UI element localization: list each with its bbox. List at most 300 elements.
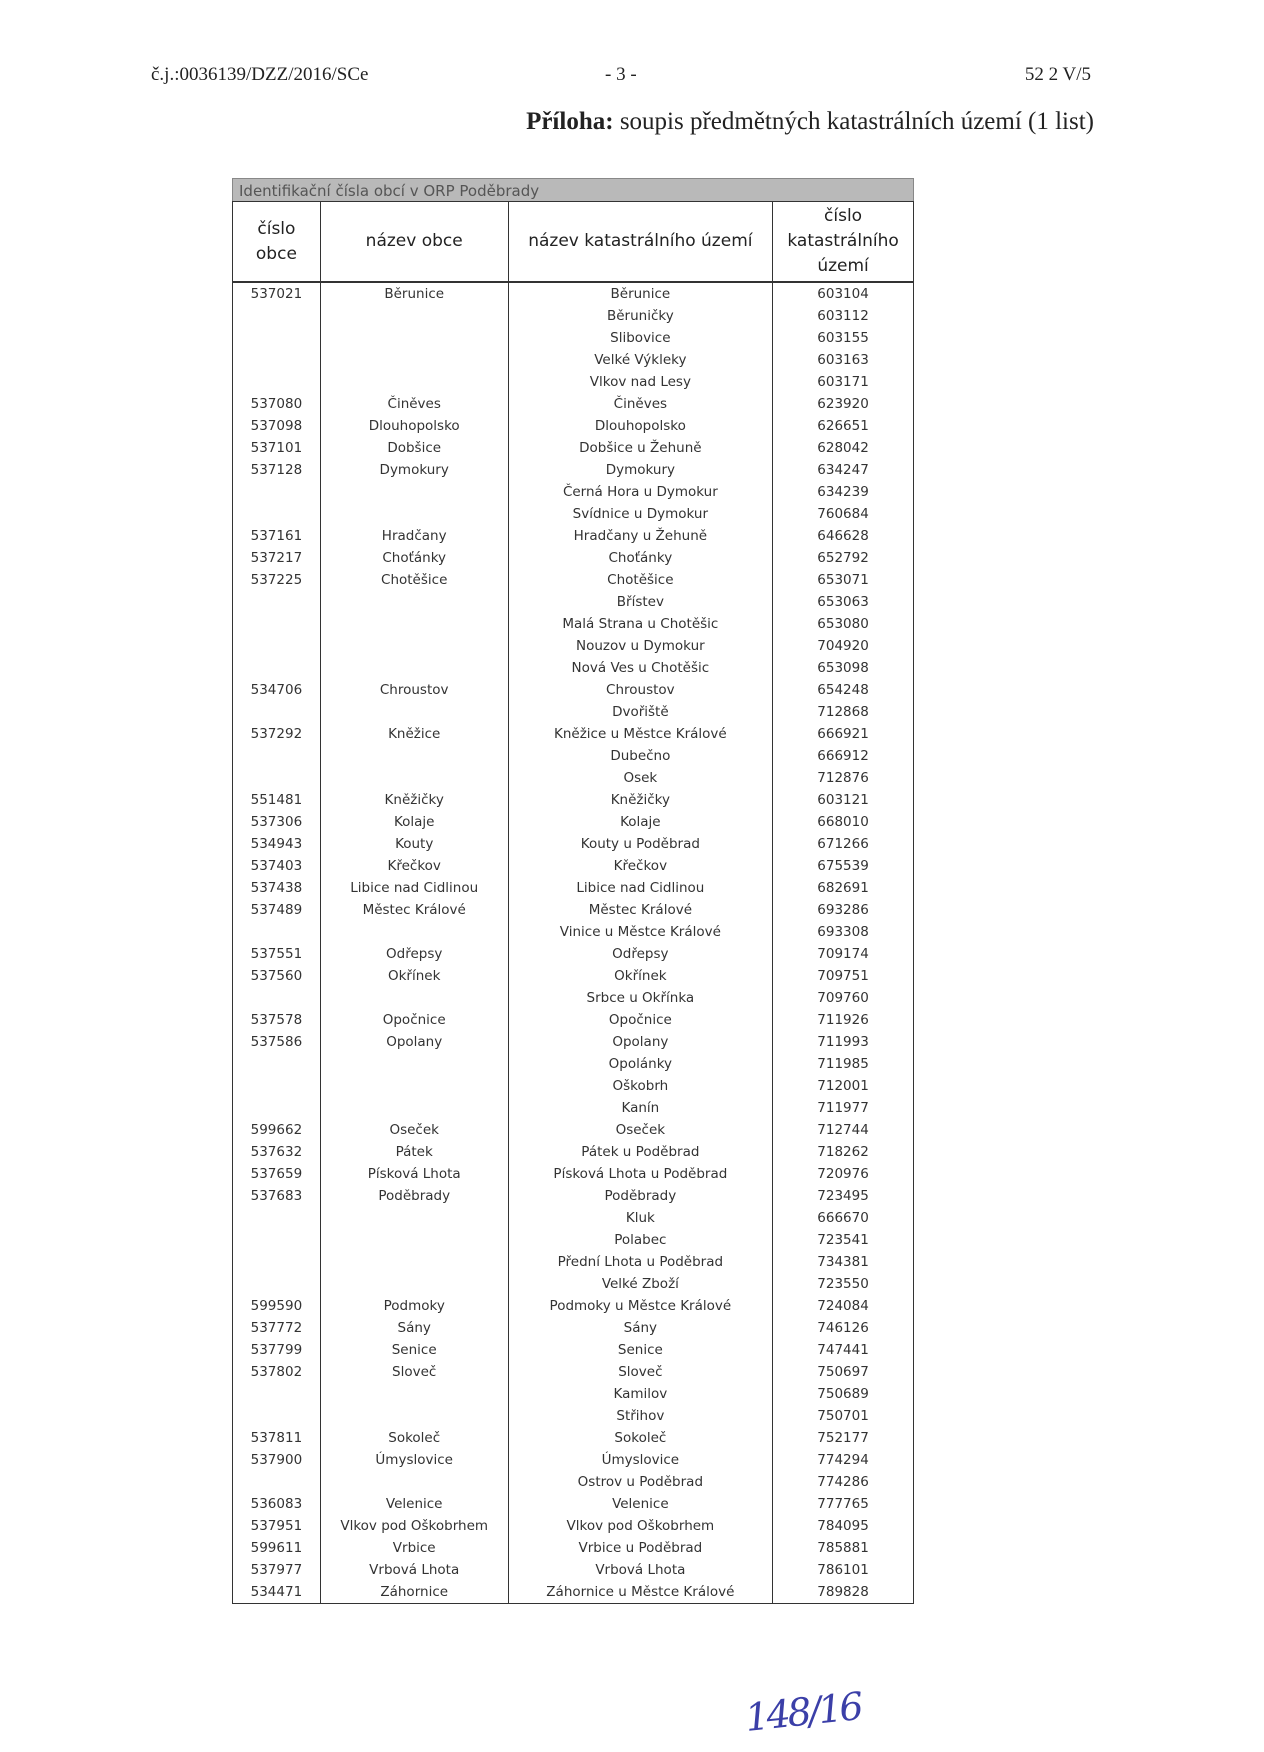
cell-cadastral-name: Kluk <box>508 1207 773 1229</box>
cell-cadastral-name: Sány <box>508 1317 773 1339</box>
cell-municipality-name <box>320 503 508 525</box>
cell-municipality-number: 534471 <box>233 1581 321 1604</box>
cell-municipality-name: Podmoky <box>320 1295 508 1317</box>
table-row <box>233 767 914 789</box>
table-row <box>233 1361 914 1383</box>
cell-cadastral-number: 666912 <box>773 745 914 767</box>
cell-cadastral-name: Městec Králové <box>508 899 773 921</box>
cell-municipality-number <box>233 657 321 679</box>
cell-municipality-name <box>320 1471 508 1493</box>
cell-municipality-number: 537225 <box>233 569 321 591</box>
cell-municipality-number: 537438 <box>233 877 321 899</box>
cell-municipality-number: 537772 <box>233 1317 321 1339</box>
cell-cadastral-number: 666921 <box>773 723 914 745</box>
cell-cadastral-number: 709751 <box>773 965 914 987</box>
cell-cadastral-name: Okřínek <box>508 965 773 987</box>
cell-municipality-number: 537217 <box>233 547 321 569</box>
cell-cadastral-name: Písková Lhota u Poděbrad <box>508 1163 773 1185</box>
cell-cadastral-number: 671266 <box>773 833 914 855</box>
cell-cadastral-name: Úmyslovice <box>508 1449 773 1471</box>
cell-cadastral-name: Sloveč <box>508 1361 773 1383</box>
cell-cadastral-name: Záhornice u Městce Králové <box>508 1581 773 1604</box>
cell-cadastral-number: 626651 <box>773 415 914 437</box>
cell-municipality-name: Choťánky <box>320 547 508 569</box>
cell-cadastral-name: Dymokury <box>508 459 773 481</box>
table-row <box>233 349 914 371</box>
cell-cadastral-name: Kolaje <box>508 811 773 833</box>
cell-cadastral-name: Vinice u Městce Králové <box>508 921 773 943</box>
table-row <box>233 371 914 393</box>
cell-municipality-number <box>233 1383 321 1405</box>
cell-cadastral-number: 747441 <box>773 1339 914 1361</box>
cell-municipality-number: 537306 <box>233 811 321 833</box>
table-row <box>233 1163 914 1185</box>
cell-municipality-name: Vrbová Lhota <box>320 1559 508 1581</box>
cell-cadastral-number: 709760 <box>773 987 914 1009</box>
table-row <box>233 1119 914 1141</box>
cell-municipality-name: Chotěšice <box>320 569 508 591</box>
cell-municipality-number: 537128 <box>233 459 321 481</box>
cell-municipality-number: 536083 <box>233 1493 321 1515</box>
cell-municipality-name <box>320 921 508 943</box>
table-row <box>233 1031 914 1053</box>
cell-municipality-name: Libice nad Cidlinou <box>320 877 508 899</box>
cell-municipality-number: 537659 <box>233 1163 321 1185</box>
cell-cadastral-number: 666670 <box>773 1207 914 1229</box>
table-caption: Identifikační čísla obcí v ORP Poděbrady <box>232 178 914 201</box>
cell-municipality-name <box>320 613 508 635</box>
cell-cadastral-number: 675539 <box>773 855 914 877</box>
table-row <box>233 657 914 679</box>
cell-cadastral-number: 634239 <box>773 481 914 503</box>
cell-municipality-name: Chroustov <box>320 679 508 701</box>
cell-municipality-number <box>233 635 321 657</box>
cell-municipality-name <box>320 1273 508 1295</box>
cell-municipality-number: 537586 <box>233 1031 321 1053</box>
table-row <box>233 1471 914 1493</box>
cell-municipality-name <box>320 1229 508 1251</box>
cell-municipality-name <box>320 745 508 767</box>
cell-municipality-name: Kněžičky <box>320 789 508 811</box>
table-row <box>233 1229 914 1251</box>
table-row <box>233 987 914 1009</box>
cell-cadastral-number: 634247 <box>773 459 914 481</box>
cell-cadastral-name: Senice <box>508 1339 773 1361</box>
cell-municipality-number: 537951 <box>233 1515 321 1537</box>
cell-cadastral-number: 785881 <box>773 1537 914 1559</box>
table-row <box>233 459 914 481</box>
cell-cadastral-number: 711977 <box>773 1097 914 1119</box>
cell-cadastral-name: Činěves <box>508 393 773 415</box>
cell-cadastral-number: 712001 <box>773 1075 914 1097</box>
cell-cadastral-name: Oseček <box>508 1119 773 1141</box>
cell-municipality-name: Městec Králové <box>320 899 508 921</box>
cell-municipality-number <box>233 481 321 503</box>
cell-municipality-number: 534706 <box>233 679 321 701</box>
cell-municipality-name: Úmyslovice <box>320 1449 508 1471</box>
cell-cadastral-number: 723495 <box>773 1185 914 1207</box>
cell-cadastral-name: Křečkov <box>508 855 773 877</box>
cell-municipality-number: 537578 <box>233 1009 321 1031</box>
cell-municipality-name <box>320 1053 508 1075</box>
cell-cadastral-number: 709174 <box>773 943 914 965</box>
cell-municipality-name: Dobšice <box>320 437 508 459</box>
cell-cadastral-name: Nová Ves u Chotěšic <box>508 657 773 679</box>
table-row <box>233 1449 914 1471</box>
cell-municipality-name: Dymokury <box>320 459 508 481</box>
table-row <box>233 1009 914 1031</box>
cell-municipality-number: 537403 <box>233 855 321 877</box>
table-row <box>233 1493 914 1515</box>
cell-municipality-number <box>233 987 321 1009</box>
cell-cadastral-number: 712744 <box>773 1119 914 1141</box>
table-row <box>233 1251 914 1273</box>
table-row <box>233 811 914 833</box>
table-row <box>233 1405 914 1427</box>
cell-municipality-name: Záhornice <box>320 1581 508 1604</box>
cell-municipality-name: Hradčany <box>320 525 508 547</box>
cell-municipality-number: 537021 <box>233 282 321 305</box>
cell-cadastral-name: Choťánky <box>508 547 773 569</box>
cell-municipality-number: 537080 <box>233 393 321 415</box>
cell-municipality-name: Sloveč <box>320 1361 508 1383</box>
cell-cadastral-number: 653098 <box>773 657 914 679</box>
table-row <box>233 1185 914 1207</box>
table-row <box>233 855 914 877</box>
cell-municipality-name: Vlkov pod Oškobrhem <box>320 1515 508 1537</box>
cell-cadastral-number: 712868 <box>773 701 914 723</box>
cell-municipality-number <box>233 1053 321 1075</box>
cell-municipality-number: 537560 <box>233 965 321 987</box>
cell-municipality-number <box>233 349 321 371</box>
cell-municipality-number: 537551 <box>233 943 321 965</box>
cell-municipality-name: Poděbrady <box>320 1185 508 1207</box>
cell-municipality-number: 537802 <box>233 1361 321 1383</box>
cell-cadastral-name: Břístev <box>508 591 773 613</box>
cell-municipality-name: Kouty <box>320 833 508 855</box>
cell-cadastral-name: Opočnice <box>508 1009 773 1031</box>
cell-cadastral-name: Kamilov <box>508 1383 773 1405</box>
cell-cadastral-number: 646628 <box>773 525 914 547</box>
cell-municipality-number: 537900 <box>233 1449 321 1471</box>
cell-municipality-number <box>233 591 321 613</box>
cell-municipality-name <box>320 371 508 393</box>
table-row <box>233 965 914 987</box>
table-row <box>233 415 914 437</box>
cell-cadastral-number: 603104 <box>773 282 914 305</box>
cell-cadastral-number: 774294 <box>773 1449 914 1471</box>
cell-cadastral-name: Chotěšice <box>508 569 773 591</box>
cell-municipality-name: Kolaje <box>320 811 508 833</box>
cell-cadastral-number: 750689 <box>773 1383 914 1405</box>
table-row <box>233 437 914 459</box>
cell-cadastral-number: 786101 <box>773 1559 914 1581</box>
cell-cadastral-name: Libice nad Cidlinou <box>508 877 773 899</box>
table-row <box>233 789 914 811</box>
cell-municipality-name: Sány <box>320 1317 508 1339</box>
cell-cadastral-name: Polabec <box>508 1229 773 1251</box>
column-header-municipality-name: název obce <box>320 202 508 283</box>
cell-cadastral-number: 654248 <box>773 679 914 701</box>
cell-municipality-name: Kněžice <box>320 723 508 745</box>
cell-cadastral-name: Sokoleč <box>508 1427 773 1449</box>
cell-cadastral-name: Střihov <box>508 1405 773 1427</box>
cell-municipality-number: 537632 <box>233 1141 321 1163</box>
cell-cadastral-number: 718262 <box>773 1141 914 1163</box>
cell-municipality-name <box>320 1251 508 1273</box>
cell-cadastral-name: Vlkov nad Lesy <box>508 371 773 393</box>
cell-cadastral-name: Kněžičky <box>508 789 773 811</box>
cell-municipality-name: Pátek <box>320 1141 508 1163</box>
cell-cadastral-name: Slibovice <box>508 327 773 349</box>
cell-cadastral-name: Kanín <box>508 1097 773 1119</box>
cell-municipality-name <box>320 701 508 723</box>
cell-cadastral-number: 623920 <box>773 393 914 415</box>
cell-municipality-name <box>320 1207 508 1229</box>
cell-cadastral-number: 711985 <box>773 1053 914 1075</box>
cell-municipality-name <box>320 635 508 657</box>
cell-cadastral-number: 693286 <box>773 899 914 921</box>
table-row <box>233 525 914 547</box>
cell-municipality-name: Běrunice <box>320 282 508 305</box>
cell-municipality-name: Vrbice <box>320 1537 508 1559</box>
cell-cadastral-name: Vlkov pod Oškobrhem <box>508 1515 773 1537</box>
cell-cadastral-number: 628042 <box>773 437 914 459</box>
cell-cadastral-name: Opolánky <box>508 1053 773 1075</box>
cell-municipality-number: 551481 <box>233 789 321 811</box>
cell-cadastral-name: Oškobrh <box>508 1075 773 1097</box>
cell-municipality-name <box>320 349 508 371</box>
cell-cadastral-name: Přední Lhota u Poděbrad <box>508 1251 773 1273</box>
table-row <box>233 723 914 745</box>
table-body <box>233 282 914 1604</box>
table-row <box>233 1141 914 1163</box>
cell-municipality-name <box>320 1075 508 1097</box>
table-row <box>233 1537 914 1559</box>
cell-municipality-name: Písková Lhota <box>320 1163 508 1185</box>
table-row <box>233 1053 914 1075</box>
document-code: 52 2 V/5 <box>1024 64 1091 85</box>
table-row <box>233 569 914 591</box>
cell-cadastral-number: 734381 <box>773 1251 914 1273</box>
cell-municipality-number: 537977 <box>233 1559 321 1581</box>
cell-cadastral-number: 746126 <box>773 1317 914 1339</box>
cell-municipality-number: 537811 <box>233 1427 321 1449</box>
table-row <box>233 921 914 943</box>
column-header-municipality-number: číslo obce <box>233 202 321 283</box>
handwritten-note: 148/16 <box>743 1684 863 1740</box>
cell-municipality-number: 537098 <box>233 415 321 437</box>
table-row <box>233 1295 914 1317</box>
cell-cadastral-number: 750697 <box>773 1361 914 1383</box>
table-row <box>233 1383 914 1405</box>
cell-municipality-number: 534943 <box>233 833 321 855</box>
cell-cadastral-name: Dlouhopolsko <box>508 415 773 437</box>
table-row <box>233 1581 914 1604</box>
attachment-title <box>526 108 1094 136</box>
cell-cadastral-name: Hradčany u Žehuně <box>508 525 773 547</box>
cell-municipality-number: 537683 <box>233 1185 321 1207</box>
cell-municipality-name <box>320 1097 508 1119</box>
column-header-cadastral-number: číslo katastrálního území <box>773 202 914 283</box>
table-row <box>233 305 914 327</box>
cell-municipality-number: 537161 <box>233 525 321 547</box>
cell-cadastral-name: Běrunice <box>508 282 773 305</box>
cell-cadastral-name: Černá Hora u Dymokur <box>508 481 773 503</box>
cell-cadastral-name: Velké Zboží <box>508 1273 773 1295</box>
table-row <box>233 1317 914 1339</box>
cell-cadastral-number: 704920 <box>773 635 914 657</box>
cell-cadastral-number: 711993 <box>773 1031 914 1053</box>
cell-municipality-name: Dlouhopolsko <box>320 415 508 437</box>
cell-cadastral-number: 711926 <box>773 1009 914 1031</box>
cell-municipality-number: 537799 <box>233 1339 321 1361</box>
table-row <box>233 1207 914 1229</box>
cell-cadastral-number: 720976 <box>773 1163 914 1185</box>
cell-municipality-number <box>233 1471 321 1493</box>
table-row <box>233 679 914 701</box>
table-row <box>233 393 914 415</box>
cadastral-table <box>232 178 914 1604</box>
cell-municipality-name <box>320 591 508 613</box>
page-number: - 3 - <box>605 64 637 85</box>
cell-cadastral-number: 723541 <box>773 1229 914 1251</box>
attachment-label: Příloha: <box>526 108 614 135</box>
cell-municipality-name: Okřínek <box>320 965 508 987</box>
cell-cadastral-name: Běruničky <box>508 305 773 327</box>
cell-municipality-name: Činěves <box>320 393 508 415</box>
table-row <box>233 1075 914 1097</box>
cell-cadastral-name: Malá Strana u Chotěšic <box>508 613 773 635</box>
cell-cadastral-number: 760684 <box>773 503 914 525</box>
cell-cadastral-name: Srbce u Okřínka <box>508 987 773 1009</box>
cell-cadastral-name: Opolany <box>508 1031 773 1053</box>
table-row <box>233 635 914 657</box>
cell-municipality-number: 599662 <box>233 1119 321 1141</box>
cell-municipality-number: 599611 <box>233 1537 321 1559</box>
cell-cadastral-name: Dubečno <box>508 745 773 767</box>
cell-cadastral-number: 774286 <box>773 1471 914 1493</box>
table-header-row <box>233 202 914 283</box>
cell-municipality-number <box>233 745 321 767</box>
cell-municipality-number <box>233 701 321 723</box>
document-reference: č.j.:0036139/DZZ/2016/SCe <box>151 64 369 85</box>
cell-cadastral-name: Vrbice u Poděbrad <box>508 1537 773 1559</box>
cell-municipality-name <box>320 657 508 679</box>
attachment-description: soupis předmětných katastrálních území (1 list) <box>613 108 1094 135</box>
cell-cadastral-number: 777765 <box>773 1493 914 1515</box>
cell-municipality-number <box>233 921 321 943</box>
cell-municipality-name <box>320 987 508 1009</box>
cell-cadastral-name: Kněžice u Městce Králové <box>508 723 773 745</box>
table-row <box>233 591 914 613</box>
cell-cadastral-name: Ostrov u Poděbrad <box>508 1471 773 1493</box>
cell-cadastral-number: 752177 <box>773 1427 914 1449</box>
cell-municipality-number: 537489 <box>233 899 321 921</box>
cell-municipality-name: Velenice <box>320 1493 508 1515</box>
cell-cadastral-number: 784095 <box>773 1515 914 1537</box>
cell-cadastral-number: 603171 <box>773 371 914 393</box>
table-row <box>233 1097 914 1119</box>
cell-municipality-name <box>320 481 508 503</box>
table-row <box>233 1339 914 1361</box>
cell-cadastral-number: 712876 <box>773 767 914 789</box>
table-row <box>233 899 914 921</box>
cell-cadastral-number: 653063 <box>773 591 914 613</box>
cell-municipality-number <box>233 1273 321 1295</box>
cell-municipality-name <box>320 305 508 327</box>
table-row <box>233 327 914 349</box>
cell-cadastral-number: 723550 <box>773 1273 914 1295</box>
cell-municipality-number <box>233 1251 321 1273</box>
table-row <box>233 833 914 855</box>
cell-municipality-number <box>233 1075 321 1097</box>
cell-cadastral-name: Vrbová Lhota <box>508 1559 773 1581</box>
table-row <box>233 701 914 723</box>
cell-cadastral-name: Chroustov <box>508 679 773 701</box>
table-row <box>233 745 914 767</box>
cell-cadastral-name: Osek <box>508 767 773 789</box>
column-header-cadastral-name: název katastrálního území <box>508 202 773 283</box>
cell-cadastral-name: Nouzov u Dymokur <box>508 635 773 657</box>
cell-municipality-number <box>233 327 321 349</box>
cell-municipality-number <box>233 613 321 635</box>
cell-municipality-number: 537292 <box>233 723 321 745</box>
table-row <box>233 1559 914 1581</box>
cell-municipality-name: Senice <box>320 1339 508 1361</box>
cell-cadastral-name: Pátek u Poděbrad <box>508 1141 773 1163</box>
cell-cadastral-number: 789828 <box>773 1581 914 1604</box>
cell-municipality-number <box>233 371 321 393</box>
cell-municipality-name: Odřepsy <box>320 943 508 965</box>
cell-cadastral-name: Podmoky u Městce Králové <box>508 1295 773 1317</box>
table-row <box>233 877 914 899</box>
cell-municipality-name: Opolany <box>320 1031 508 1053</box>
table-row <box>233 613 914 635</box>
cell-municipality-name: Opočnice <box>320 1009 508 1031</box>
cell-cadastral-name: Velenice <box>508 1493 773 1515</box>
table-row <box>233 1273 914 1295</box>
table-row <box>233 503 914 525</box>
table-row <box>233 282 914 305</box>
cell-cadastral-number: 668010 <box>773 811 914 833</box>
cell-municipality-name <box>320 1405 508 1427</box>
cell-cadastral-name: Kouty u Poděbrad <box>508 833 773 855</box>
cell-municipality-name <box>320 327 508 349</box>
table-row <box>233 547 914 569</box>
cell-cadastral-name: Svídnice u Dymokur <box>508 503 773 525</box>
table-row <box>233 481 914 503</box>
cell-cadastral-number: 724084 <box>773 1295 914 1317</box>
cell-municipality-number <box>233 305 321 327</box>
cell-municipality-number <box>233 1229 321 1251</box>
table-row <box>233 943 914 965</box>
cell-municipality-number: 537101 <box>233 437 321 459</box>
cell-municipality-name <box>320 767 508 789</box>
cell-cadastral-number: 603155 <box>773 327 914 349</box>
cell-municipality-number <box>233 767 321 789</box>
cell-cadastral-number: 750701 <box>773 1405 914 1427</box>
cell-cadastral-number: 653071 <box>773 569 914 591</box>
cell-cadastral-name: Dvořiště <box>508 701 773 723</box>
cell-cadastral-number: 693308 <box>773 921 914 943</box>
cell-cadastral-number: 652792 <box>773 547 914 569</box>
cell-municipality-name: Křečkov <box>320 855 508 877</box>
cell-municipality-number <box>233 1097 321 1119</box>
cell-municipality-number <box>233 503 321 525</box>
table-row <box>233 1515 914 1537</box>
cell-cadastral-name: Poděbrady <box>508 1185 773 1207</box>
